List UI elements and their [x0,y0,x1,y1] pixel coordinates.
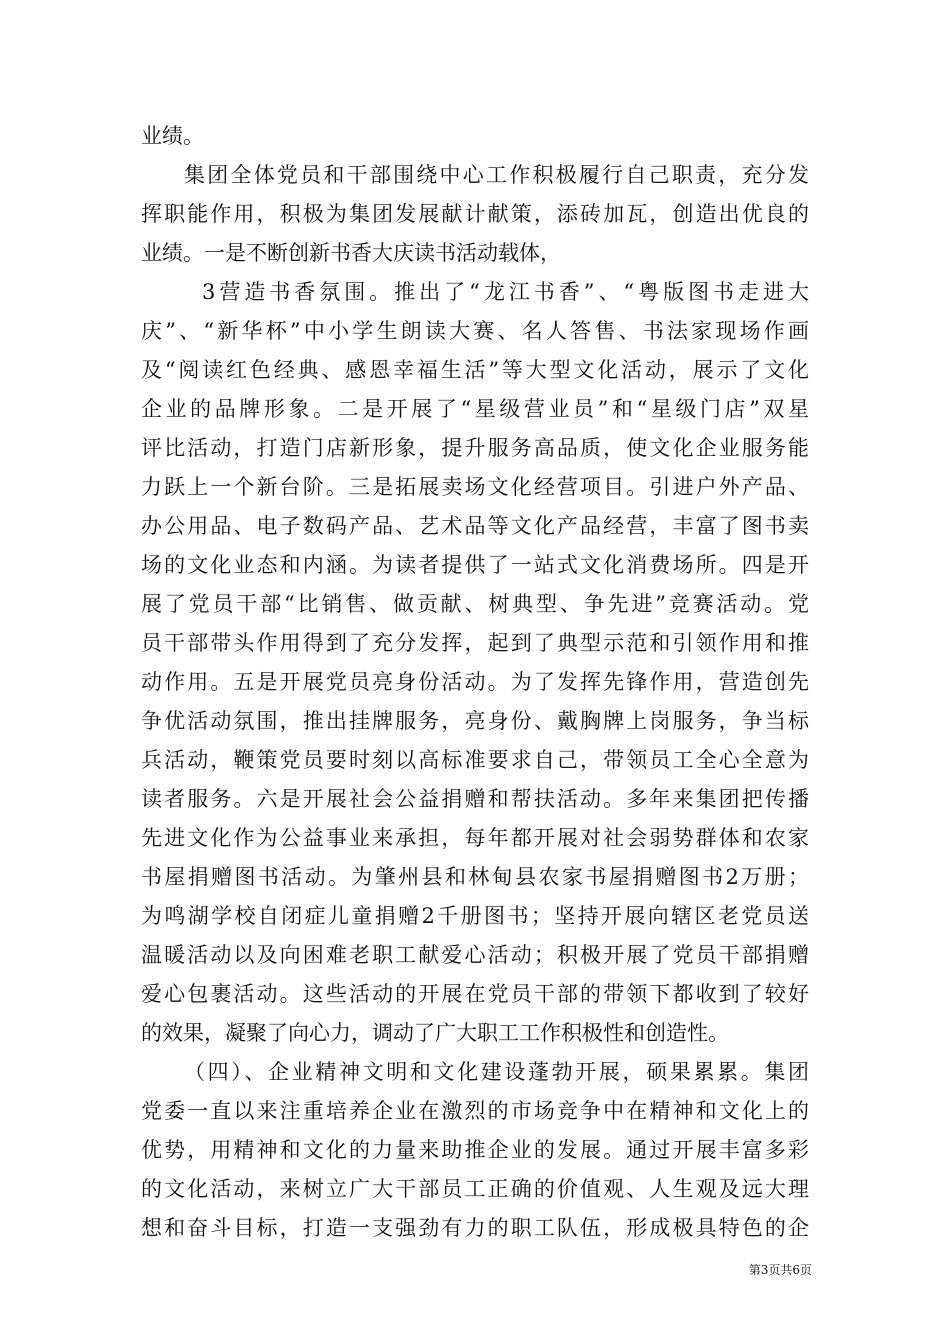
text-line: 业绩。一是不断创新书香大庆读书活动载体， [141,241,561,265]
text-line: 动作用。五是开展党员亮身份活动。为了发挥先锋作用，营造创先 [141,670,809,694]
text-line: 党委一直以来注重培养企业在激烈的市场竞争中在精神和文化上的 [141,1099,809,1123]
text-line: 的效果，凝聚了向心力，调动了广大职工工作积极性和创造性。 [141,1021,729,1045]
page-number: 第3页共6页 [748,1263,812,1277]
text-line: 办公用品、电子数码产品、艺术品等文化产品经营，丰富了图书卖 [141,514,809,538]
text-line: 爱心包裹活动。这些活动的开展在党员干部的带领下都收到了较好 [141,982,809,1006]
text-line: 书屋捐赠图书活动。为肇州县和林甸县农家书屋捐赠图书2万册； [141,865,809,889]
body-text [141,117,809,1248]
text-line: 兵活动，鞭策党员要时刻以高标准要求自己，带领员工全心全意为 [141,748,809,772]
text-line: 先进文化作为公益事业来承担，每年都开展对社会弱势群体和农家 [141,826,809,850]
text-line: 集团全体党员和干部围绕中心工作积极履行自己职责，充分发 [184,163,809,187]
text-line: 3营造书香氛围。推出了“龙江书香”、“粤版图书走进大 [202,280,809,304]
text-line: 争优活动氛围，推出挂牌服务，亮身份、戴胸牌上岗服务，争当标 [141,709,809,733]
text-line: 企业的品牌形象。二是开展了“星级营业员”和“星级门店”双星 [141,397,809,421]
text-line: 及“阅读红色经典、感恩幸福生活”等大型文化活动，展示了文化 [141,358,809,382]
text-line: 优势，用精神和文化的力量来助推企业的发展。通过开展丰富多彩 [141,1138,809,1162]
text-line: 力跃上一个新台阶。三是拓展卖场文化经营项目。引进户外产品、 [141,475,809,499]
text-line: 挥职能作用，积极为集团发展献计献策，添砖加瓦，创造出优良的 [141,202,809,226]
text-line: （四）、企业精神文明和文化建设蓬勃开展，硕果累累。集团 [184,1060,809,1084]
text-line: 员干部带头作用得到了充分发挥，起到了典型示范和引领作用和推 [141,631,809,655]
text-line: 温暖活动以及向困难老职工献爱心活动；积极开展了党员干部捐赠 [141,943,809,967]
text-line: 的文化活动，来树立广大干部员工正确的价值观、人生观及远大理 [141,1177,809,1201]
text-line: 读者服务。六是开展社会公益捐赠和帮扶活动。多年来集团把传播 [141,787,809,811]
text-line: 评比活动，打造门店新形象，提升服务高品质，使文化企业服务能 [141,436,809,460]
text-line: 业绩。 [141,124,204,148]
text-line: 庆”、“新华杯”中小学生朗读大赛、名人答售、书法家现场作画 [141,319,809,343]
text-line: 想和奋斗目标，打造一支强劲有力的职工队伍，形成极具特色的企 [141,1216,809,1240]
text-line: 场的文化业态和内涵。为读者提供了一站式文化消费场所。四是开 [141,553,809,577]
text-line: 展了党员干部“比销售、做贡献、树典型、争先进”竞赛活动。党 [141,592,809,616]
text-line: 为鸣湖学校自闭症儿童捐赠2千册图书；坚持开展向辖区老党员送 [141,904,809,928]
